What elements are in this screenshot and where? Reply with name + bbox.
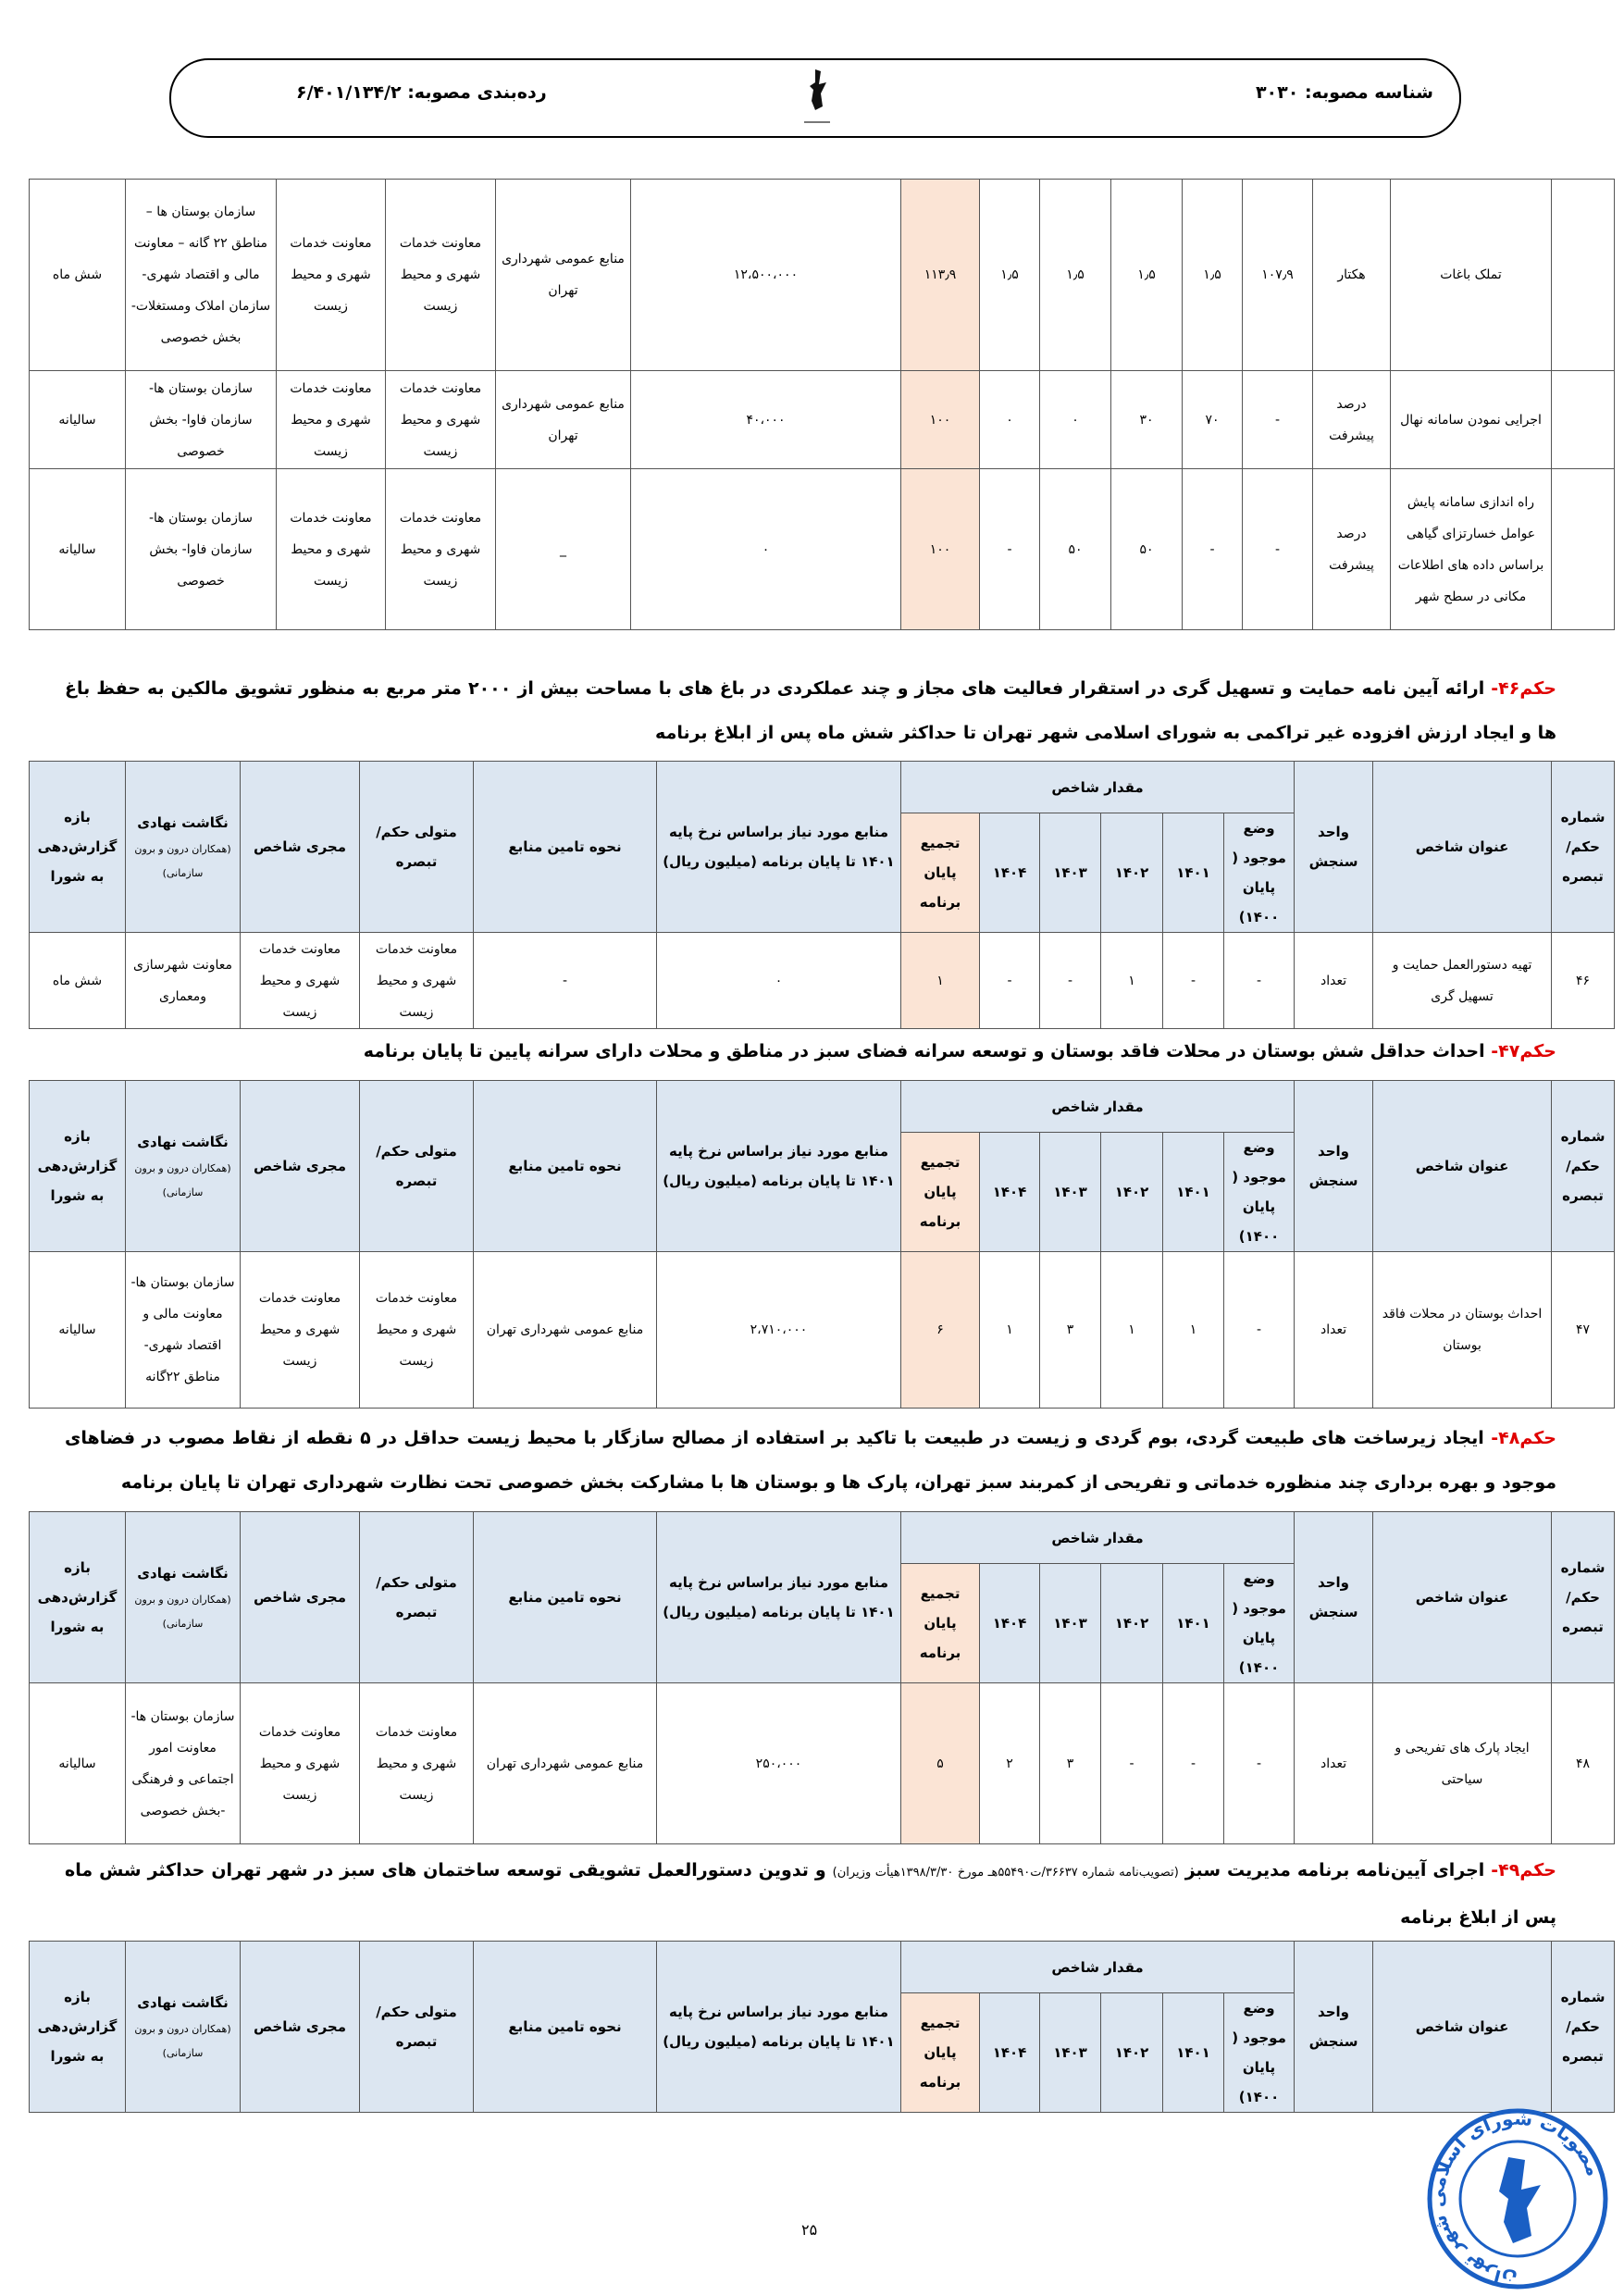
cell-mapping: سازمان بوستان ها- سازمان فاوا- بخش خصوصی (126, 469, 277, 630)
cell-funding: _ (496, 469, 631, 630)
col-header-custodian (360, 762, 474, 933)
seal-text: مصوبات شورای اسلامی شهر تهران (1425, 2106, 1605, 2291)
ruling-text: احداث حداقل شش بوستان در محلات فاقد بوستان و توسعه سرانه فضای سبز در مناطق و محلات دارای سرانه پایین تا پایان برنامه (363, 1041, 1492, 1061)
cell-unit: تعداد (1295, 1683, 1373, 1844)
cell-y1402: ۱ (1101, 933, 1163, 1029)
cell-number: ۴۶ (1552, 933, 1615, 1029)
col-header-label: منابع مورد نیاز براساس نرخ پایه ۱۴۰۱ تا پایان برنامه (میلیون ریال) (663, 824, 895, 870)
cell-mapping: معاونت شهرسازی ومعماری (126, 933, 241, 1029)
cell-y1401: - (1163, 1683, 1224, 1844)
cell-mapping: سازمان بوستان ها – مناطق ۲۲ گانه – معاونت مالی و اقتصاد شهری- سازمان املاک ومستغلات- بخش خصوصی (126, 180, 277, 371)
cell-y1402: ۱ (1101, 1252, 1163, 1409)
cell-total: ۱ (901, 933, 980, 1029)
cell-unit: درصد پیشرفت (1313, 469, 1391, 630)
col-header-label: مجری شاخص (253, 1589, 347, 1606)
cell-executor: معاونت خدمات شهری و محیط زیست (241, 1252, 360, 1409)
col-header-period (30, 1081, 126, 1252)
col-header-label: متولی حکم/تبصره (376, 2004, 457, 2050)
col-header-label: شماره حکم/ تبصره (1560, 1128, 1605, 1204)
cell-total: ۱۰۰ (901, 469, 980, 630)
col-header-label: بازه گزارش‌دهی به شورا (37, 809, 118, 885)
col-header-executor (241, 1942, 360, 2113)
col-header-title (1373, 1081, 1552, 1252)
col-header-label: عنوان شاخص (1415, 838, 1509, 855)
col-header-label: نگاشت نهادی (137, 814, 229, 831)
col-header-budget (657, 762, 901, 933)
col-header-total: تجمیع پایان برنامه (901, 813, 980, 933)
cell-y1404: - (980, 933, 1040, 1029)
cell-custodian: معاونت خدمات شهری و محیط زیست (360, 1252, 474, 1409)
cell-y1402: ۵۰ (1111, 469, 1183, 630)
col-header-y1401: ۱۴۰۱ (1163, 1993, 1224, 2113)
cell-period: سالیانه (30, 371, 126, 469)
cell-y1402: ۳۰ (1111, 371, 1183, 469)
col-header-label: واحد سنجش (1308, 2004, 1358, 2050)
col-header-label: نحوه تامین منابع (508, 838, 622, 855)
cell-budget: ۰ (631, 469, 901, 630)
table-row (30, 371, 1615, 469)
cell-y1404: - (980, 469, 1040, 630)
cell-y1401: ۱٫۵ (1183, 180, 1243, 371)
cell-current: - (1224, 933, 1295, 1029)
page-number: ۲۵ (801, 2221, 818, 2239)
col-header-y1403: ۱۴۰۳ (1040, 1993, 1101, 2113)
cell-y1402: - (1101, 1683, 1163, 1844)
col-header-y1401: ۱۴۰۱ (1163, 1564, 1224, 1683)
cell-budget: ۰ (657, 933, 901, 1029)
col-header-label: نگاشت نهادی (137, 1994, 229, 2011)
cell-period: سالیانه (30, 1252, 126, 1409)
col-header-label: بازه گزارش‌دهی به شورا (37, 1989, 118, 2065)
cell-unit: درصد پیشرفت (1313, 371, 1391, 469)
col-header-budget (657, 1942, 901, 2113)
col-header-period (30, 1512, 126, 1683)
col-header-funding (474, 1081, 657, 1252)
cell-total: ۶ (901, 1252, 980, 1409)
col-header-label: منابع مورد نیاز براساس نرخ پایه ۱۴۰۱ تا پایان برنامه (میلیون ریال) (663, 1143, 895, 1189)
col-header-label: منابع مورد نیاز براساس نرخ پایه ۱۴۰۱ تا پایان برنامه (میلیون ریال) (663, 1574, 895, 1620)
cell-custodian: معاونت خدمات شهری و محیط زیست (360, 1683, 474, 1844)
col-header-note: (همکاران درون و برون سازمانی) (134, 843, 231, 879)
col-header-custodian (360, 1081, 474, 1252)
col-header-unit (1295, 1081, 1373, 1252)
col-header-y1402: ۱۴۰۲ (1101, 1133, 1163, 1252)
indicator-table-46 (29, 761, 1615, 1029)
col-header-executor (241, 762, 360, 933)
cell-period: سالیانه (30, 1683, 126, 1844)
cell-y1401: ۷۰ (1183, 371, 1243, 469)
col-header-y1404: ۱۴۰۴ (980, 813, 1040, 933)
cell-custodian: معاونت خدمات شهری و محیط زیست (386, 180, 496, 371)
col-header-funding (474, 762, 657, 933)
cell-unit: هکتار (1313, 180, 1391, 371)
council-seal (1425, 2106, 1610, 2291)
col-header-current: وضع موجود ( پایان ۱۴۰۰) (1224, 813, 1295, 933)
cell-y1402: ۱٫۵ (1111, 180, 1183, 371)
col-header-unit (1295, 762, 1373, 933)
ruling-label: حکم۴۹- (1491, 1860, 1557, 1880)
cell-y1401: ۱ (1163, 1252, 1224, 1409)
col-header-executor (241, 1081, 360, 1252)
col-header-y1404: ۱۴۰۴ (980, 1993, 1040, 2113)
col-header-label: نگاشت نهادی (137, 1565, 229, 1582)
col-header-label: مجری شاخص (253, 838, 347, 855)
table-row (30, 469, 1615, 630)
col-header-total: تجمیع پایان برنامه (901, 1133, 980, 1252)
col-header-executor (241, 1512, 360, 1683)
col-header-label: منابع مورد نیاز براساس نرخ پایه ۱۴۰۱ تا پایان برنامه (میلیون ریال) (663, 2004, 895, 2050)
cell-current: - (1243, 469, 1313, 630)
col-header-number (1552, 1942, 1615, 2113)
col-header-number (1552, 1081, 1615, 1252)
table-row (30, 1252, 1615, 1409)
col-header-title (1373, 1942, 1552, 2113)
cell-budget: ۲،۷۱۰،۰۰۰ (657, 1252, 901, 1409)
cell-funding: منابع عمومی شهرداری تهران (474, 1683, 657, 1844)
col-header-label: شماره حکم/ تبصره (1560, 1989, 1605, 2065)
cell-y1401: - (1183, 469, 1243, 630)
cell-total: ۵ (901, 1683, 980, 1844)
col-header-mapping (126, 1512, 241, 1683)
cell-y1403: ۳ (1040, 1683, 1101, 1844)
col-header-label: شماره حکم/ تبصره (1560, 809, 1605, 885)
col-header-current: وضع موجود ( پایان ۱۴۰۰) (1224, 1133, 1295, 1252)
col-header-number (1552, 1512, 1615, 1683)
cell-y1404: ۰ (980, 371, 1040, 469)
cell-executor: معاونت خدمات شهری و محیط زیست (241, 1683, 360, 1844)
col-header-label: بازه گزارش‌دهی به شورا (37, 1128, 118, 1204)
col-header-current: وضع موجود ( پایان ۱۴۰۰) (1224, 1564, 1295, 1683)
col-header-label: مجری شاخص (253, 1158, 347, 1174)
cell-budget: ۴۰،۰۰۰ (631, 371, 901, 469)
col-header-y1401: ۱۴۰۱ (1163, 1133, 1224, 1252)
cell-funding: - (474, 933, 657, 1029)
col-header-y1402: ۱۴۰۲ (1101, 1993, 1163, 2113)
cell-y1404: ۱٫۵ (980, 180, 1040, 371)
cell-custodian: معاونت خدمات شهری و محیط زیست (386, 371, 496, 469)
cell-total: ۱۱۳٫۹ (901, 180, 980, 371)
col-header-period (30, 762, 126, 933)
col-header-label: نحوه تامین منابع (508, 1158, 622, 1174)
cell-y1403: ۰ (1040, 371, 1111, 469)
cell-y1403: ۵۰ (1040, 469, 1111, 630)
col-header-total: تجمیع پایان برنامه (901, 1993, 980, 2113)
cell-unit: تعداد (1295, 1252, 1373, 1409)
col-header-custodian (360, 1942, 474, 2113)
col-header-note: (همکاران درون و برون سازمانی) (134, 1162, 231, 1198)
cell-title: تهیه دستورالعمل حمایت و تسهیل گری (1373, 933, 1552, 1029)
col-header-label: نگاشت نهادی (137, 1134, 229, 1150)
col-header-label: متولی حکم/تبصره (376, 1574, 457, 1620)
cell-custodian: معاونت خدمات شهری و محیط زیست (360, 933, 474, 1029)
cell-number (1552, 371, 1615, 469)
cell-custodian: معاونت خدمات شهری و محیط زیست (386, 469, 496, 630)
col-header-y1401: ۱۴۰۱ (1163, 813, 1224, 933)
cell-title: تملک باغات (1391, 180, 1552, 371)
col-header-unit (1295, 1942, 1373, 2113)
col-header-y1402: ۱۴۰۲ (1101, 1564, 1163, 1683)
cell-executor: معاونت خدمات شهری و محیط زیست (277, 371, 386, 469)
col-header-y1403: ۱۴۰۳ (1040, 1564, 1101, 1683)
col-header-period (30, 1942, 126, 2113)
col-header-y1403: ۱۴۰۳ (1040, 1133, 1101, 1252)
ruling-text: ارائه آیین نامه حمایت و تسهیل گری در استقرار فعالیت های مجاز و چند عملکردی در باغ های با مساحت بیش از ۲۰۰۰ متر مربع به منظور تشویق مالکین به حفظ باغ ها و ایجاد ارزش افزوده غیر تراکمی به شورای اسلامی شهر تهران تا حداکثر شش ماه پس از ابلاغ برنامه (65, 678, 1556, 743)
cell-period: سالیانه (30, 469, 126, 630)
col-header-budget (657, 1512, 901, 1683)
col-header-title (1373, 762, 1552, 933)
ruling-note: (تصویب‌نامه شماره ۳۶۶۳۷/ت۵۵۴۹۰هـ مورخ ۱۳۹۸/۳/۳۰هیأت وزیران) (832, 1866, 1179, 1880)
col-header-label: نحوه تامین منابع (508, 1589, 622, 1606)
cell-executor: معاونت خدمات شهری و محیط زیست (241, 933, 360, 1029)
col-header-number (1552, 762, 1615, 933)
cell-budget: ۱۲،۵۰۰،۰۰۰ (631, 180, 901, 371)
cell-title: احداث بوستان در محلات فاقد بوستان (1373, 1252, 1552, 1409)
table-row (30, 1683, 1615, 1844)
col-header-y1404: ۱۴۰۴ (980, 1564, 1040, 1683)
ruling-46-heading (65, 666, 1556, 755)
cell-number (1552, 180, 1615, 371)
approval-classification: رده‌بندی مصوبه: ۶/۴۰۱/۱۳۴/۲ (296, 82, 547, 103)
cell-budget: ۲۵۰،۰۰۰ (657, 1683, 901, 1844)
cell-number (1552, 469, 1615, 630)
col-header-total: تجمیع پایان برنامه (901, 1564, 980, 1683)
col-header-label: عنوان شاخص (1415, 1158, 1509, 1174)
col-header-indicator-group: مقدار شاخص (901, 1512, 1295, 1564)
cell-mapping: سازمان بوستان ها- سازمان فاوا- بخش خصوصی (126, 371, 277, 469)
cell-period: شش ماه (30, 933, 126, 1029)
cell-current: - (1224, 1252, 1295, 1409)
col-header-indicator-group: مقدار شاخص (901, 1942, 1295, 1993)
cell-funding: منابع عمومی شهرداری تهران (474, 1252, 657, 1409)
cell-period: شش ماه (30, 180, 126, 371)
cell-y1404: ۲ (980, 1683, 1040, 1844)
col-header-mapping (126, 1942, 241, 2113)
ruling-label: حکم۴۷- (1491, 1041, 1556, 1061)
table-row (30, 180, 1615, 371)
cell-title: اجرایی نمودن سامانه نهال (1391, 371, 1552, 469)
col-header-label: واحد سنجش (1308, 824, 1358, 870)
col-header-mapping (126, 762, 241, 933)
ruling-text: ایجاد زیرساخت های طبیعت گردی، بوم گردی و زیست در طبیعت با تاکید بر استفاده از مصالح سازگار با محیط زیست حداقل در ۵ نقطه از نقاط مصوب در فضاهای موجود و بهره برداری چند منظوره خدماتی و تفریحی از کمربند سبز تهران، پارک ها و بوستان ها با مشارکت بخش خصوصی تحت نظارت شهرداری تهران تا پایان برنامه (65, 1428, 1556, 1493)
col-header-label: مجری شاخص (253, 2018, 347, 2035)
indicator-table-47 (29, 1080, 1615, 1409)
ruling-48-heading (65, 1416, 1556, 1505)
ruling-text-cont: و تدوین دستورالعمل تشویقی توسعه ساختمان های سبز در شهر تهران حداکثر شش ماه پس از ابلاغ برنامه (65, 1860, 1556, 1928)
cell-current: - (1224, 1683, 1295, 1844)
document-header (169, 58, 1461, 138)
ruling-label: حکم۴۸- (1491, 1428, 1556, 1448)
col-header-funding (474, 1512, 657, 1683)
col-header-title (1373, 1512, 1552, 1683)
cell-current: ۱۰۷٫۹ (1243, 180, 1313, 371)
cell-unit: تعداد (1295, 933, 1373, 1029)
col-header-note: (همکاران درون و برون سازمانی) (134, 1594, 231, 1630)
cell-total: ۱۰۰ (901, 371, 980, 469)
col-header-label: نحوه تامین منابع (508, 2018, 622, 2035)
col-header-unit (1295, 1512, 1373, 1683)
col-header-label: واحد سنجش (1308, 1143, 1358, 1189)
ruling-label: حکم۴۶- (1491, 678, 1557, 699)
col-header-label: عنوان شاخص (1415, 1589, 1509, 1606)
cell-y1403: ۱٫۵ (1040, 180, 1111, 371)
cell-title: ایجاد پارک های تفریحی و سیاحتی (1373, 1683, 1552, 1844)
cell-mapping: سازمان بوستان ها-معاونت مالی و اقتصاد شهری- مناطق ۲۲گانه (126, 1252, 241, 1409)
col-header-label: واحد سنجش (1308, 1574, 1358, 1620)
council-logo (799, 66, 836, 130)
col-header-indicator-group: مقدار شاخص (901, 762, 1295, 813)
cell-funding: منابع عمومی شهرداری تهران (496, 180, 631, 371)
cell-funding: منابع عمومی شهرداری تهران (496, 371, 631, 469)
cell-current: - (1243, 371, 1313, 469)
col-header-y1403: ۱۴۰۳ (1040, 813, 1101, 933)
cell-y1404: ۱ (980, 1252, 1040, 1409)
cell-y1403: - (1040, 933, 1101, 1029)
cell-executor: معاونت خدمات شهری و محیط زیست (277, 180, 386, 371)
col-header-budget (657, 1081, 901, 1252)
indicator-table-48 (29, 1511, 1615, 1844)
cell-executor: معاونت خدمات شهری و محیط زیست (277, 469, 386, 630)
indicator-table-49 (29, 1941, 1615, 2113)
col-header-y1402: ۱۴۰۲ (1101, 813, 1163, 933)
approval-id: شناسه مصوبه: ۳۰۳۰ (1255, 82, 1433, 103)
col-header-funding (474, 1942, 657, 2113)
col-header-indicator-group: مقدار شاخص (901, 1081, 1295, 1133)
col-header-label: عنوان شاخص (1415, 2018, 1509, 2035)
ruling-49-heading (65, 1848, 1556, 1940)
col-header-y1404: ۱۴۰۴ (980, 1133, 1040, 1252)
cell-mapping: سازمان بوستان ها- معاونت امور اجتماعی و فرهنگی -بخش خصوصی (126, 1683, 241, 1844)
ruling-47-heading (65, 1029, 1556, 1074)
table-row (30, 933, 1615, 1029)
col-header-label: شماره حکم/ تبصره (1560, 1559, 1605, 1635)
col-header-mapping (126, 1081, 241, 1252)
ruling-text: اجرای آیین‌نامه برنامه مدیریت سبز (1178, 1860, 1492, 1880)
col-header-label: متولی حکم/تبصره (376, 824, 457, 870)
cell-number: ۴۷ (1552, 1252, 1615, 1409)
col-header-current: وضع موجود ( پایان ۱۴۰۰) (1224, 1993, 1295, 2113)
cell-y1401: - (1163, 933, 1224, 1029)
col-header-label: بازه گزارش‌دهی به شورا (37, 1559, 118, 1635)
col-header-custodian (360, 1512, 474, 1683)
cell-number: ۴۸ (1552, 1683, 1615, 1844)
cell-title: راه اندازی سامانه پایش عوامل خسارتزای گیاهی براساس داده های اطلاعات مکانی در سطح شهر (1391, 469, 1552, 630)
col-header-label: متولی حکم/تبصره (376, 1143, 457, 1189)
indicator-table-continued (29, 179, 1615, 630)
col-header-note: (همکاران درون و برون سازمانی) (134, 2023, 231, 2059)
cell-y1403: ۳ (1040, 1252, 1101, 1409)
